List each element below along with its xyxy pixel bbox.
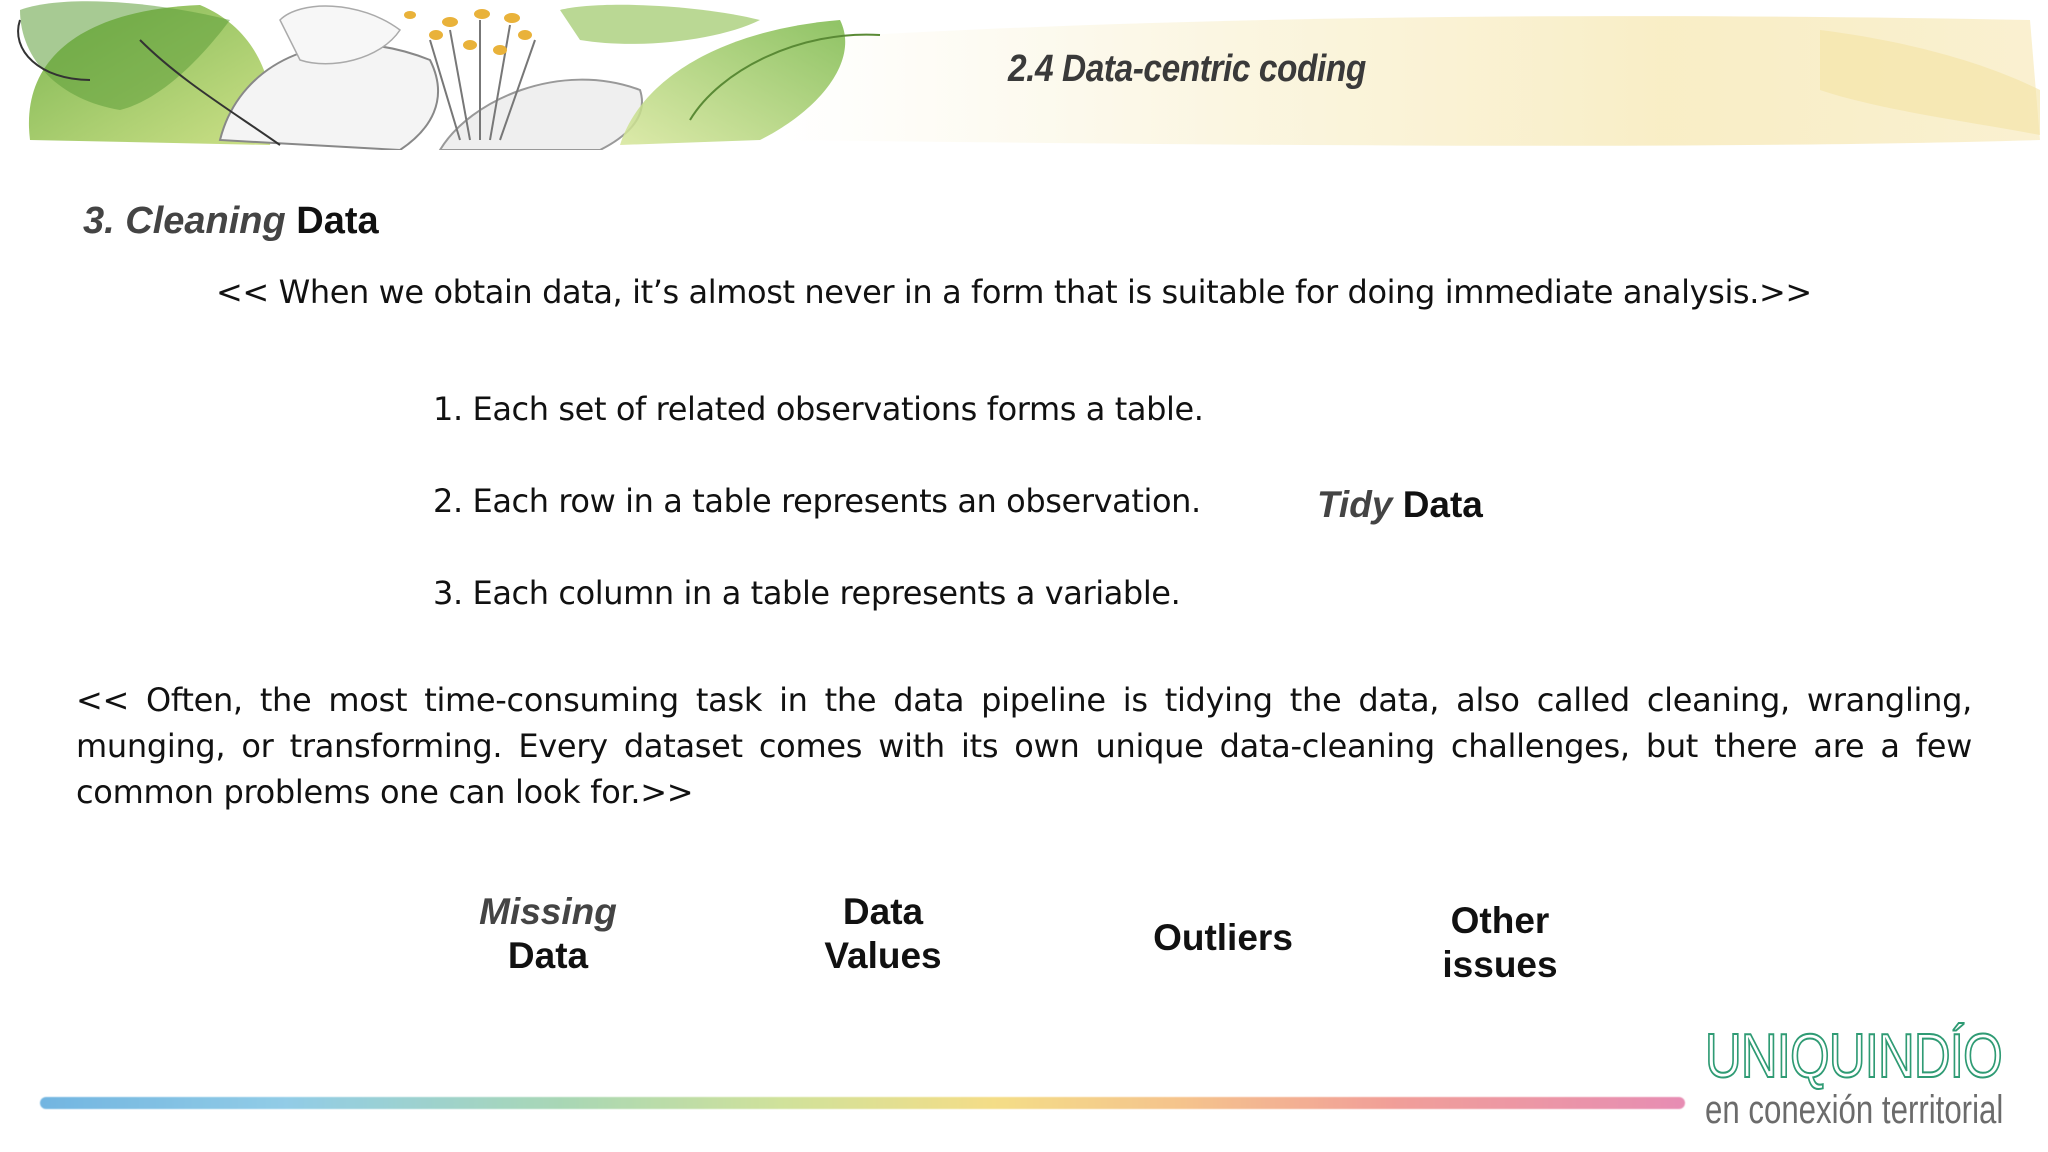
category-missing-italic: Missing [479,891,617,932]
slide-heading [83,200,379,243]
intro-quote: << When we obtain data, it’s almost never in a form that is suitable for doing immediate analysis.>> [216,273,1812,311]
uniquindio-logo [1705,1024,2025,1130]
category-data-values [768,890,998,978]
tidy-rule-item: 2. Each row in a table represents an observation. [433,482,1201,520]
category-values-line-1: Data [842,891,924,932]
logo-name: UNIQUINDÍO [1705,1022,2002,1091]
category-other-issues [1390,899,1610,987]
tidy-data-label [1317,484,1483,526]
heading-normal-part: Data [296,200,379,242]
category-outliers-line-1: Outliers [1153,917,1293,958]
category-missing-normal: Data [507,935,589,976]
category-other-line-1: Other [1450,900,1550,941]
tidy-label-italic: Tidy [1317,484,1393,525]
logo-tagline: en conexión territorial [1705,1088,2004,1132]
header-banner [0,0,2048,150]
category-values-line-2: Values [824,935,942,976]
cleaning-quote: << Often, the most time-consuming task in the data pipeline is tidying the data, also called cleaning, wrangling, munging, or transforming. Every dataset comes with its own unique data-cleaning challenges, but there are a few common problems one can look for.>> [76,681,1972,811]
tidy-rules-list [433,385,1204,661]
section-title: 2.4 Data-centric coding [1008,48,1366,90]
heading-italic-part: 3. Cleaning [83,200,286,242]
category-missing-data [438,890,658,978]
footer-rainbow-bar [40,1097,1685,1109]
tidy-label-normal: Data [1402,484,1483,525]
tidy-rule-item: 1. Each set of related observations forms a table. [433,390,1204,428]
tidy-rule-item: 3. Each column in a table represents a variable. [433,574,1181,612]
category-outliers [1113,916,1333,960]
category-other-line-2: issues [1442,944,1558,985]
